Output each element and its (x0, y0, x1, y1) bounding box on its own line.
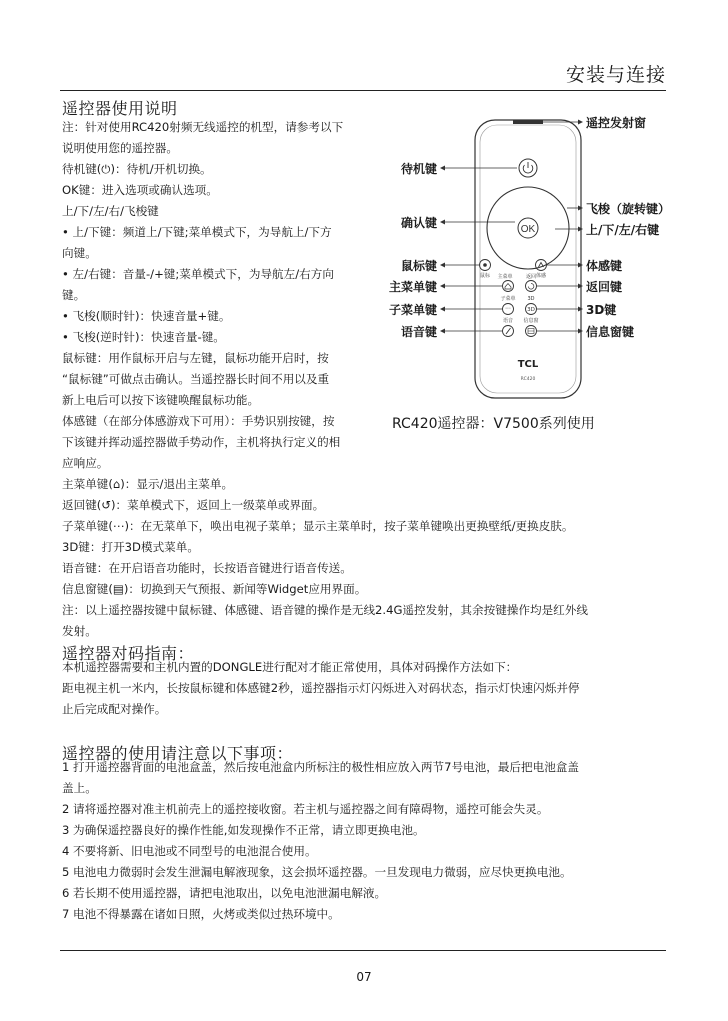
callout-arrow-ir (578, 120, 583, 125)
small-label-back: 返回 (525, 274, 537, 280)
notes-line: 2 请将遥控器对准主机前壳上的遥控接收窗。若主机与遥控器之间有障碍物，遥控可能会失灵。 (62, 802, 549, 816)
notes-line: 盖上。 (62, 781, 97, 795)
label-dpad-key: 上/下/左/右键 (586, 223, 660, 237)
usage-line: “鼠标键”可做点击确认。当遥控器长时间不用以及重 (62, 372, 330, 386)
usage-line: 应响应。 (62, 456, 109, 470)
callout-arrow-mouse (440, 263, 445, 268)
callout-arrow-ok (440, 220, 445, 225)
notes-section-title: 遥控器的使用请注意以下事项： (62, 744, 294, 763)
pairing-section-title: 遥控器对码指南： (62, 644, 195, 663)
usage-full-line: 发射。 (62, 624, 97, 638)
footer-rule (60, 950, 666, 951)
label-back-key: 返回键 (586, 280, 623, 294)
header-rule (60, 90, 666, 91)
usage-line: • 飞梭(逆时针)：快速音量-键。 (62, 330, 225, 344)
usage-line: • 上/下键：频道上/下键;菜单模式下，为导航上/下方 (62, 225, 332, 239)
usage-line: • 左/右键：音量-/+键;菜单模式下，为导航左/右方向 (62, 267, 334, 281)
mouse-icon (483, 263, 487, 267)
callout-arrow-submenu (440, 307, 445, 312)
usage-full-line: 子菜单键(⋯)：在无菜单下，唤出电视子菜单；显示主菜单时，按子菜单键唤出更换壁纸/更换皮肤。 (62, 519, 574, 533)
usage-line: OK键：进入选项或确认选项。 (62, 183, 218, 197)
pairing-line: 本机遥控器需要和主机内置的DONGLE进行配对才能正常使用，具体对码操作方法如下： (62, 660, 518, 674)
remote-model: RC420 (520, 377, 536, 382)
submenu-icon: ··· (505, 305, 511, 313)
small-label-motion: 体感 (535, 273, 547, 279)
ir-window (513, 120, 543, 124)
usage-line: 体感键（在部分体感游戏下可用）：手势识别按键，按 (62, 414, 335, 428)
usage-full-line: 注：以上遥控器按键中鼠标键、体感键、语音键的操作是无线2.4G遥控发射，其余按键操作均是红外线 (62, 603, 588, 617)
label-ir-window: 遥控发射窗 (586, 116, 647, 130)
label-menu-key: 主菜单键 (389, 280, 438, 294)
usage-full-line: 返回键(↺)：菜单模式下，返回上一级菜单或界面。 (62, 498, 325, 512)
usage-full-line: 语音键：在开启语音功能时，长按语音键进行语音传送。 (62, 561, 352, 575)
usage-line: 新上电后可以按下该键唤醒鼠标功能。 (62, 393, 260, 407)
3d-button-label: 3D (527, 307, 535, 313)
pairing-line: 距电视主机一米内，长按鼠标键和体感键2秒，遥控器指示灯闪烁进入对码状态，指示灯快速闪烁并停 (62, 681, 580, 695)
usage-line: • 飞梭(顺时针)：快速音量+键。 (62, 309, 231, 323)
notes-line: 6 若长期不使用遥控器，请把电池取出，以免电池泄漏电解液。 (62, 886, 387, 900)
usage-line: 说明使用您的遥控器。 (62, 141, 178, 155)
usage-full-line: 主菜单键(⌂)：显示/退出主菜单。 (62, 477, 234, 491)
notes-line: 4 不要将新、旧电池或不同型号的电池混合使用。 (62, 844, 317, 858)
usage-line: 向键。 (62, 246, 97, 260)
usage-full-line: 信息窗键(▤)：切换到天气预报、新闻等Widget应用界面。 (62, 582, 367, 596)
usage-line: 上/下/左/右/飞梭键 (62, 204, 159, 218)
pairing-line: 止后完成配对操作。 (62, 702, 167, 716)
label-jog-key: 飞梭（旋转键） (586, 202, 671, 216)
label-motion-key: 体感键 (586, 259, 623, 273)
ok-label: OK (520, 224, 536, 235)
small-label-mouse: 鼠标 (479, 273, 491, 279)
pairing-text-block (62, 657, 672, 720)
usage-full-text-block (62, 474, 672, 642)
label-standby-key: 待机键 (401, 162, 438, 176)
remote-caption: RC420遥控器：V7500系列使用 (392, 416, 595, 432)
usage-line: 下该键并挥动遥控器做手势动作，主机将执行定义的相 (62, 435, 341, 449)
label-3d-key: 3D键 (586, 303, 617, 317)
notes-line: 1 打开遥控器背面的电池盒盖，然后按电池盒内所标注的极性相应放入两节7号电池，最后把电池盒盖 (62, 760, 579, 774)
notes-line: 5 电池电力微弱时会发生泄漏电解液现象，这会损坏遥控器。一旦发现电力微弱，应尽快更换电池。 (62, 865, 572, 879)
notes-line: 3 为确保遥控器良好的操作性能,如发现操作不正常，请立即更换电池。 (62, 823, 425, 837)
remote-body (475, 120, 581, 398)
label-ok-key: 确认键 (401, 216, 438, 230)
label-voice-key: 语音键 (401, 325, 438, 339)
usage-full-line: 3D键：打开3D模式菜单。 (62, 540, 199, 554)
page-number: 07 (356, 970, 372, 984)
label-mouse-key: 鼠标键 (401, 259, 438, 273)
usage-line: 鼠标键：用作鼠标开启与左键，鼠标功能开启时，按 (62, 351, 329, 365)
usage-section-title: 遥控器使用说明 (62, 99, 178, 118)
usage-line: 注：针对使用RC420射频无线遥控的机型，请参考以下 (62, 120, 344, 134)
callout-arrow-standby (440, 166, 445, 171)
page-header-title: 安装与连接 (565, 64, 666, 86)
usage-text-block (62, 117, 392, 474)
small-label-info: 信息窗 (523, 318, 539, 324)
usage-line: 键。 (62, 288, 86, 302)
remote-brand: TCL (517, 359, 539, 370)
small-label-submenu: 子菜单 (500, 296, 516, 302)
small-label-voice: 语音 (502, 318, 514, 324)
notes-line: 7 电池不得暴露在诸如日照，火烤或类似过热环境中。 (62, 907, 340, 921)
remote-diagram (395, 105, 685, 410)
label-info-key: 信息窗键 (586, 325, 635, 339)
label-submenu-key: 子菜单键 (389, 303, 438, 317)
small-label-menu: 主菜单 (497, 274, 513, 280)
small-label-3d: 3D (527, 296, 535, 302)
callout-arrow-menu (440, 284, 445, 289)
notes-text-block (62, 757, 672, 925)
usage-line: 待机键(⏻)：待机/开机切换。 (62, 162, 212, 176)
callout-arrow-voice (440, 329, 445, 334)
